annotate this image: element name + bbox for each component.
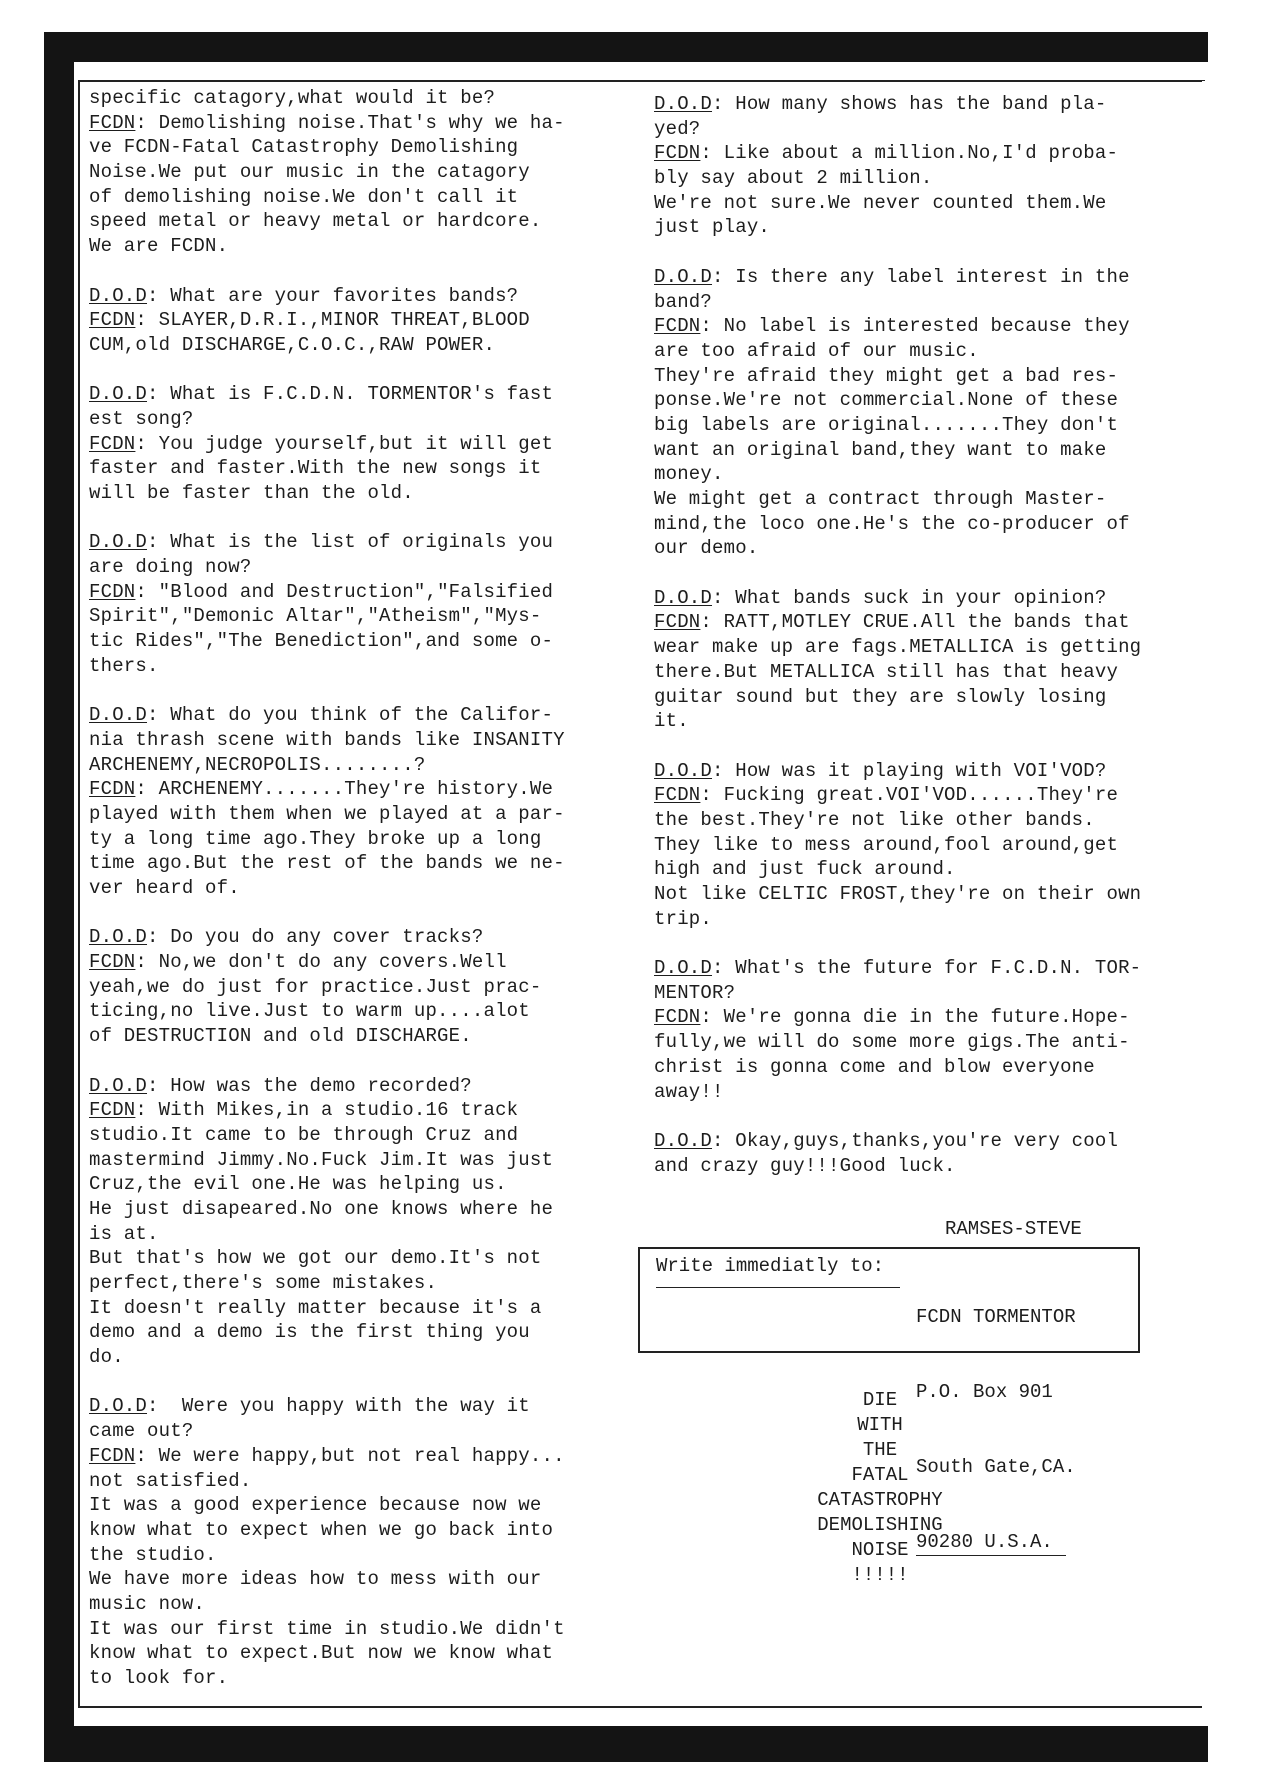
text-line [654,117,1141,142]
line-text: want an original band,they want to make [654,438,1107,461]
line-text: They're afraid they might get a bad res- [654,364,1119,387]
speaker-label: FCDN [89,1444,136,1467]
line-text: are doing now? [89,556,252,579]
line-text: is at. [89,1222,159,1245]
address-line: 90280 U.S.A. [916,1530,1066,1556]
text-line [89,185,565,210]
line-text: played with them when we played at a par- [89,802,565,825]
paragraph-gap [89,358,565,383]
text-line [89,135,565,160]
line-text: yeah,we do just for practice.Just prac- [89,975,542,998]
speaker-label: D.O.D [654,759,713,782]
contact-label-underline [656,1287,900,1288]
paragraph-gap [654,931,1141,956]
interview-left-column [89,86,565,1691]
line-text: : We're gonna die in the future.Hope- [700,1006,1130,1029]
speaker-label: D.O.D [654,93,713,115]
line-text: They like to mess around,fool around,get [654,833,1119,856]
speaker-label: D.O.D [89,1395,148,1418]
line-text: ver heard of. [89,877,240,899]
speaker-label: D.O.D [89,383,148,406]
line-text: of demolishing noise.We don't call it [89,185,519,208]
line-text: : What do you think of the Califor- [147,704,554,727]
line-text: CUM,old DISCHARGE,C.O.C.,RAW POWER. [89,333,496,356]
text-line [89,580,565,605]
text-line [89,777,565,802]
line-text: to look for. [89,1667,229,1689]
text-line [89,1493,565,1518]
speaker-label: FCDN [89,111,136,134]
text-line [89,1320,565,1345]
line-text: : RATT,MOTLEY CRUE.All the bands that [700,611,1130,634]
text-line [89,1123,565,1148]
top-border-bar [44,32,1208,62]
text-line [89,753,565,778]
text-line [89,1271,565,1296]
line-text: ponse.We're not commercial.None of these [654,389,1119,412]
text-line [89,604,565,629]
line-text: : What's the future for F.C.D.N. TOR- [712,957,1142,980]
text-line [89,1543,565,1568]
text-line [89,432,565,457]
line-text: We have more ideas how to mess with our [89,1568,542,1591]
line-text: thers. [89,654,159,677]
text-line [654,1080,1141,1105]
line-text: : No,we don't do any covers.Well [135,951,507,974]
text-line [89,234,565,259]
text-line [89,728,565,753]
text-line [89,481,565,506]
text-line [89,1592,565,1617]
text-line [89,1222,565,1247]
text-line [654,981,1141,1006]
line-text: demo and a demo is the first thing you [89,1321,530,1344]
slogan-line: DEMOLISHING [817,1514,943,1536]
slogan-line: !!!!! [851,1564,909,1586]
text-line [89,111,565,136]
line-text: : What is F.C.D.N. TORMENTOR's fast [147,383,554,406]
line-text: : What are your favorites bands? [147,284,519,307]
line-text: : Demolishing noise.That's why we ha- [135,111,565,134]
speaker-label: FCDN [654,784,701,807]
text-line [89,1469,565,1494]
text-line [654,685,1141,710]
text-line [654,1154,1141,1179]
text-line [89,629,565,654]
line-text: money. [654,463,724,486]
text-line [89,1024,565,1049]
line-text: christ is gonna come and blow everyone [654,1055,1095,1078]
line-text: perfect,there's some mistakes. [89,1272,438,1294]
line-text: Noise.We put our music in the catagory [89,161,530,184]
left-border-bar [44,32,74,1762]
text-line [89,827,565,852]
speaker-label: FCDN [89,309,136,332]
paragraph-gap [654,1104,1141,1129]
speaker-label: D.O.D [89,926,148,949]
text-line [89,703,565,728]
line-text: music now. [89,1592,206,1615]
text-line [654,1055,1141,1080]
text-line [89,1444,565,1469]
text-line [89,1246,565,1271]
line-text: : Like about a million.No,I'd proba- [700,142,1119,165]
speaker-label: D.O.D [89,284,148,307]
line-text: : How many shows has the band pla- [712,93,1107,115]
paragraph-gap [89,259,565,284]
line-text: : Fucking great.VOI'VOD......They're [700,784,1119,807]
text-line [89,876,565,901]
line-text: : Is there any label interest in the [712,265,1130,288]
text-line [654,92,1141,117]
text-line [89,950,565,975]
line-text: We might get a contract through Master- [654,488,1107,510]
speaker-label: D.O.D [654,957,713,980]
text-line [89,308,565,333]
line-text: : ARCHENEMY.......They're history.We [135,778,554,801]
paragraph-gap [89,901,565,926]
line-text: came out? [89,1420,194,1443]
paragraph-gap [89,1049,565,1074]
text-line [89,1419,565,1444]
line-text: ve FCDN-Fatal Catastrophy Demolishing [89,136,519,159]
text-line [89,1617,565,1642]
line-text: guitar sound but they are slowly losing [654,685,1107,708]
text-line [89,1394,565,1419]
line-text: : What bands suck in your opinion? [712,586,1107,609]
line-text: MENTOR? [654,981,736,1004]
text-line [654,956,1141,981]
speaker-label: D.O.D [654,586,713,609]
speaker-label: FCDN [89,1099,136,1122]
line-text: the best.They're not like other bands. [654,808,1095,831]
text-line [89,1148,565,1173]
line-text: : You judge yourself,but it will get [135,432,554,455]
line-text: It doesn't really matter because it's a [89,1296,542,1319]
speaker-label: FCDN [89,951,136,974]
line-text: : Were you happy with the way it [147,1395,530,1418]
speaker-label: FCDN [654,315,701,338]
paragraph-gap [89,506,565,531]
line-text: Cruz,the evil one.He was helping us. [89,1173,507,1196]
line-text: : We were happy,but not real happy... [135,1444,565,1467]
text-line [654,833,1141,858]
line-text: do. [89,1346,124,1369]
line-text: away!! [654,1080,724,1103]
text-line [89,284,565,309]
text-line [89,86,565,111]
paragraph-gap [89,1370,565,1395]
text-line [654,388,1141,413]
line-text: : "Blood and Destruction","Falsified [135,580,554,603]
line-text: We are FCDN. [89,235,229,258]
text-line [89,555,565,580]
line-text: : SLAYER,D.R.I.,MINOR THREAT,BLOOD [135,309,530,332]
line-text: nia thrash scene with bands like INSANITY [89,728,565,751]
speaker-label: FCDN [654,142,701,165]
right-column-top-rule [655,80,1205,81]
text-line [89,1518,565,1543]
text-line [654,141,1141,166]
text-line [654,1005,1141,1030]
line-text: : How was the demo recorded? [147,1074,472,1097]
line-text: high and just fuck around. [654,858,956,881]
speaker-label: D.O.D [654,265,713,288]
bottom-border-bar [44,1726,1208,1762]
text-line [89,382,565,407]
text-line [654,907,1141,932]
line-text: Not like CELTIC FROST,they're on their own [654,883,1142,905]
slogan-line: FATAL [851,1464,909,1486]
text-line [654,438,1141,463]
text-line [89,530,565,555]
line-text: specific catagory,what would it be? [89,87,496,109]
text-line [654,586,1141,611]
line-text: It was a good experience because now we [89,1494,542,1517]
speaker-label: FCDN [654,611,701,634]
text-line [654,314,1141,339]
address-line: P.O. Box 901 [916,1381,1053,1403]
text-line [654,882,1141,907]
slogan-line: NOISE [851,1539,909,1561]
line-text: ty a long time ago.They broke up a long [89,827,542,850]
text-line [89,654,565,679]
text-line [89,975,565,1000]
line-text: tic Rides","The Benediction",and some o- [89,630,554,653]
text-line [654,857,1141,882]
interviewer-signature: RAMSES-STEVE [945,1218,1082,1240]
text-line [654,215,1141,240]
text-line [89,407,565,432]
line-text: will be faster than the old. [89,482,414,504]
interview-right-column [654,92,1141,1178]
slogan-line: DIE [862,1389,898,1411]
text-line [89,1641,565,1666]
text-line [654,610,1141,635]
speaker-label: D.O.D [89,531,148,554]
text-line [654,635,1141,660]
speaker-label: FCDN [89,778,136,801]
speaker-label: FCDN [89,432,136,455]
line-text: know what to expect when we go back into [89,1518,554,1541]
line-text: time ago.But the rest of the bands we ne- [89,852,565,875]
line-text: yed? [654,117,701,140]
text-line [654,290,1141,315]
text-line [654,364,1141,389]
text-line [89,1098,565,1123]
line-text: He just disapeared.No one knows where he [89,1197,554,1220]
text-line [654,462,1141,487]
slogan-line: WITH [857,1414,903,1436]
line-text: mastermind Jimmy.No.Fuck Jim.It was just [89,1148,554,1171]
address-line: FCDN TORMENTOR [916,1306,1076,1328]
line-text: know what to expect.But now we know what [89,1642,554,1665]
text-line [89,802,565,827]
text-line [654,660,1141,685]
line-text: It was our first time in studio.We didn't [89,1617,565,1640]
text-line [654,1129,1141,1154]
address-line: South Gate,CA. [916,1456,1076,1478]
text-line [654,808,1141,833]
text-line [89,1666,565,1691]
line-text: ticing,no live.Just to warm up....alot [89,1000,530,1023]
line-text: mind,the loco one.He's the co-producer of [654,512,1130,535]
line-text: speed metal or heavy metal or hardcore. [89,210,542,233]
text-line [654,265,1141,290]
text-line [89,1074,565,1099]
line-text: : No label is interested because they [700,315,1130,338]
line-text: : How was it playing with VOI'VOD? [712,759,1107,782]
text-line [654,709,1141,734]
line-text: est song? [89,407,194,430]
line-text: and crazy guy!!!Good luck. [654,1154,956,1177]
line-text: just play. [654,216,771,239]
speaker-label: FCDN [654,1006,701,1029]
text-line [89,925,565,950]
line-text: fully,we will do some more gigs.The anti- [654,1031,1130,1054]
line-text: bly say about 2 million. [654,167,933,190]
line-text: : Do you do any cover tracks? [147,926,484,949]
text-line [89,333,565,358]
line-text: our demo. [654,537,759,560]
line-text: We're not sure.We never counted them.We [654,191,1107,214]
line-text: not satisfied. [89,1469,252,1492]
line-text: Spirit","Demonic Altar","Atheism","Mys- [89,605,542,628]
speaker-label: FCDN [89,580,136,603]
speaker-label: D.O.D [89,1074,148,1097]
line-text: : Okay,guys,thanks,you're very cool [712,1129,1119,1152]
text-line [89,1345,565,1370]
text-line [89,209,565,234]
line-text: trip. [654,907,713,930]
text-line [654,191,1141,216]
text-line [89,1567,565,1592]
paragraph-gap [654,734,1141,759]
paragraph-gap [654,240,1141,265]
speaker-label: D.O.D [654,1129,713,1152]
closing-slogan [760,1388,1000,1588]
text-line [89,1172,565,1197]
text-line [89,456,565,481]
line-text: of DESTRUCTION and old DISCHARGE. [89,1025,472,1048]
slogan-line: CATASTROPHY [817,1489,943,1511]
text-line [89,1197,565,1222]
text-line [654,487,1141,512]
text-line [654,536,1141,561]
text-line [89,851,565,876]
text-line [654,339,1141,364]
contact-label: Write immediatly to: [656,1255,885,1277]
line-text: But that's how we got our demo.It's not [89,1247,542,1270]
text-line [654,759,1141,784]
line-text: : What is the list of originals you [147,531,554,554]
speaker-label: D.O.D [89,704,148,727]
line-text: faster and faster.With the new songs it [89,457,542,480]
line-text: it. [654,710,689,733]
line-text: big labels are original.......They don't [654,413,1119,436]
line-text: are too afraid of our music. [654,339,979,362]
line-text: band? [654,290,713,313]
line-text: the studio. [89,1543,217,1566]
text-line [654,413,1141,438]
line-text: : With Mikes,in a studio.16 track [135,1099,519,1122]
text-line [89,160,565,185]
paragraph-gap [89,679,565,704]
text-line [654,512,1141,537]
text-line [654,1030,1141,1055]
line-text: there.But METALLICA still has that heavy [654,660,1119,683]
line-text: wear make up are fags.METALLICA is getting [654,636,1142,659]
text-line [89,999,565,1024]
text-line [654,166,1141,191]
line-text: studio.It came to be through Cruz and [89,1123,519,1146]
text-line [89,1296,565,1321]
text-line [654,783,1141,808]
paragraph-gap [654,561,1141,586]
line-text: ARCHENEMY,NECROPOLIS........? [89,753,426,776]
slogan-line: THE [862,1439,898,1461]
